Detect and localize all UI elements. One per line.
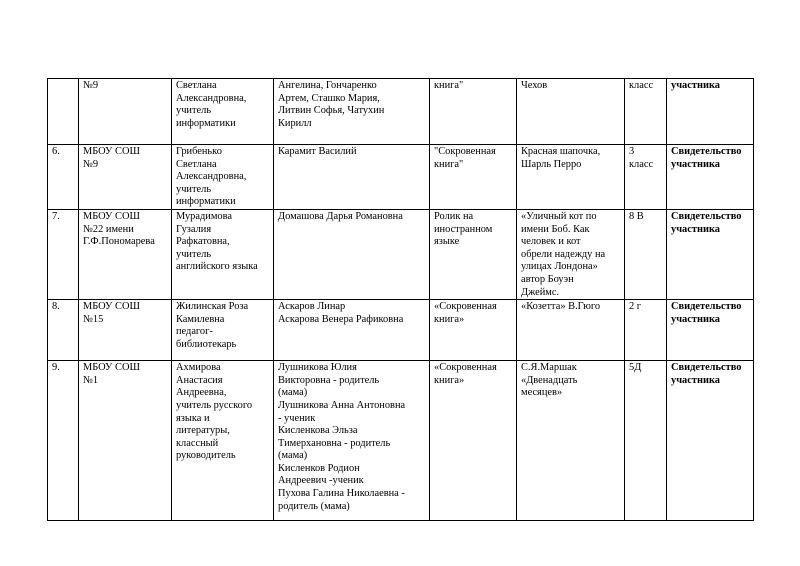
cell-line: руководитель: [176, 450, 236, 462]
cell-line: учитель: [176, 183, 212, 195]
cell-line: Г.Ф.Пономарева: [83, 236, 155, 248]
cell-participants: [274, 361, 430, 521]
cell-line: «Сокровенная: [434, 301, 497, 313]
cell-line: (мама): [278, 450, 308, 462]
cell-work: [517, 209, 625, 299]
cell-line: участника: [671, 223, 720, 235]
cell-line: книга": [434, 158, 464, 170]
cell-participants: [274, 209, 430, 299]
cell-line: автор Боуэн: [521, 273, 574, 285]
cell-line: - ученик: [278, 412, 316, 424]
cell-num: 8.: [48, 300, 79, 361]
cell-nomination: [430, 300, 517, 361]
cell-line: улицах Лондона»: [521, 261, 598, 273]
cell-num: 7.: [48, 209, 79, 299]
cell-nomination: [430, 209, 517, 299]
cell-line: Свидетельство: [671, 210, 742, 222]
cell-participants: [274, 145, 430, 210]
cell-line: участника: [671, 158, 720, 170]
cell-line: Свидетельство: [671, 301, 742, 313]
cell-line: МБОУ СОШ: [83, 210, 140, 222]
cell-line: Андреевна,: [176, 387, 227, 399]
cell-line: Чехов: [521, 80, 548, 91]
cell-participants: [274, 79, 430, 145]
cell-grade: [625, 300, 667, 361]
cell-result: [667, 145, 754, 210]
cell-line: Артем, Сташко Мария,: [278, 92, 380, 104]
cell-line: Ахмирова: [176, 362, 221, 374]
cell-line: Карамит Василий: [278, 146, 357, 157]
cell-work: [517, 361, 625, 521]
cell-line: С.Я.Маршак: [521, 362, 577, 374]
cell-line: классный: [176, 437, 219, 449]
cell-school: [79, 300, 172, 361]
table-row: [48, 145, 754, 210]
cell-result: [667, 209, 754, 299]
cell-line: «Уличный кот по: [521, 210, 597, 222]
cell-line: 5Д: [629, 362, 642, 374]
cell-line: Тимерхановна - родитель: [278, 437, 391, 449]
cell-line: библиотекарь: [176, 338, 237, 350]
cell-line: Лушникова Юлия: [278, 362, 357, 374]
cell-line: Аскарова Венера Рафиковна: [278, 313, 404, 325]
cell-line: Грибенько: [176, 146, 222, 157]
cell-school: [79, 79, 172, 145]
cell-line: педагог-: [176, 326, 213, 338]
cell-line: языка и: [176, 412, 210, 424]
cell-line: №9: [83, 80, 99, 91]
cell-result: [667, 361, 754, 521]
cell-line: Кирилл: [278, 117, 312, 129]
cell-line: №1: [83, 374, 99, 386]
cell-work: [517, 79, 625, 145]
cell-line: Светлана: [176, 158, 217, 170]
participants-table: [47, 78, 754, 521]
table-row: [48, 361, 754, 521]
cell-line: МБОУ СОШ: [83, 362, 140, 374]
cell-grade: [625, 79, 667, 145]
cell-work: [517, 145, 625, 210]
cell-teacher: [172, 209, 274, 299]
cell-line: обрели надежду на: [521, 248, 606, 260]
cell-line: "Сокровенная: [434, 146, 496, 157]
cell-line: Джеймс.: [521, 286, 560, 298]
cell-line: Викторовна - родитель: [278, 374, 380, 386]
cell-line: информатики: [176, 117, 236, 129]
cell-result: [667, 79, 754, 145]
cell-line: (мама): [278, 387, 308, 399]
cell-line: класс: [629, 80, 654, 91]
cell-line: Ролик на: [434, 210, 474, 222]
cell-line: языке: [434, 236, 460, 248]
cell-teacher: [172, 300, 274, 361]
cell-line: МБОУ СОШ: [83, 146, 140, 157]
cell-line: участника: [671, 80, 720, 91]
cell-teacher: [172, 361, 274, 521]
cell-line: №15: [83, 313, 104, 325]
cell-line: Кисленков Родион: [278, 462, 360, 474]
cell-nomination: [430, 361, 517, 521]
cell-line: класс: [629, 158, 654, 170]
cell-line: Мурадимова: [176, 210, 232, 222]
table-body: [48, 79, 754, 521]
cell-line: «Двенадцать: [521, 374, 578, 386]
cell-line: Свидетельство: [671, 362, 742, 374]
cell-school: [79, 145, 172, 210]
cell-line: родитель (мама): [278, 500, 350, 512]
cell-line: английского языка: [176, 261, 258, 273]
cell-grade: [625, 145, 667, 210]
cell-nomination: [430, 79, 517, 145]
cell-line: 3: [629, 146, 635, 157]
cell-work: [517, 300, 625, 361]
cell-line: Красная шапочка,: [521, 146, 601, 157]
table-row: [48, 209, 754, 299]
cell-line: Светлана: [176, 80, 217, 91]
cell-num: 9.: [48, 361, 79, 521]
cell-line: книга": [434, 80, 464, 91]
cell-line: Жилинская Роза: [176, 301, 249, 313]
cell-line: имени Боб. Как: [521, 223, 590, 235]
cell-line: 8 В: [629, 210, 644, 222]
cell-line: участника: [671, 374, 720, 386]
cell-line: иностранном: [434, 223, 493, 235]
cell-line: Александровна,: [176, 92, 247, 104]
cell-line: «Сокровенная: [434, 362, 497, 374]
table-row: [48, 300, 754, 361]
cell-num: 6.: [48, 145, 79, 210]
cell-result: [667, 300, 754, 361]
cell-grade: [625, 209, 667, 299]
cell-num: [48, 79, 79, 145]
cell-teacher: [172, 145, 274, 210]
cell-nomination: [430, 145, 517, 210]
cell-line: Рафкатовна,: [176, 236, 230, 248]
cell-line: Пухова Галина Николаевна -: [278, 488, 405, 500]
cell-line: учитель: [176, 248, 212, 260]
cell-line: учитель: [176, 105, 212, 117]
cell-grade: [625, 361, 667, 521]
cell-line: Свидетельство: [671, 146, 742, 157]
cell-school: [79, 209, 172, 299]
cell-line: №22 имени: [83, 223, 134, 235]
cell-line: Анастасия: [176, 374, 223, 386]
cell-line: Александровна,: [176, 171, 247, 183]
cell-line: информатики: [176, 196, 236, 208]
cell-line: месяцев»: [521, 387, 563, 399]
cell-teacher: [172, 79, 274, 145]
cell-line: литературы,: [176, 425, 230, 437]
cell-line: Кисленкова Эльза: [278, 425, 358, 437]
cell-school: [79, 361, 172, 521]
cell-line: Камилевна: [176, 313, 225, 325]
cell-line: человек и кот: [521, 236, 581, 248]
cell-line: книга»: [434, 374, 465, 386]
cell-line: участника: [671, 313, 720, 325]
cell-line: «Козетта» В.Гюго: [521, 301, 601, 313]
table-row: [48, 79, 754, 145]
cell-line: МБОУ СОШ: [83, 301, 140, 313]
cell-line: Гузалия: [176, 223, 212, 235]
cell-line: Аскаров Линар: [278, 301, 346, 313]
cell-line: №9: [83, 158, 99, 170]
cell-line: 2 г: [629, 301, 642, 313]
cell-line: Литвин Софья, Чатухин: [278, 105, 385, 117]
cell-line: Шарль Перро: [521, 158, 582, 170]
cell-line: Андреевич -ученик: [278, 475, 364, 487]
cell-line: Ангелина, Гончаренко: [278, 80, 377, 91]
cell-line: Домашова Дарья Романовна: [278, 210, 403, 222]
cell-line: книга»: [434, 313, 465, 325]
cell-participants: [274, 300, 430, 361]
cell-line: учитель русского: [176, 399, 253, 411]
cell-line: Лушникова Анна Антоновна: [278, 399, 406, 411]
